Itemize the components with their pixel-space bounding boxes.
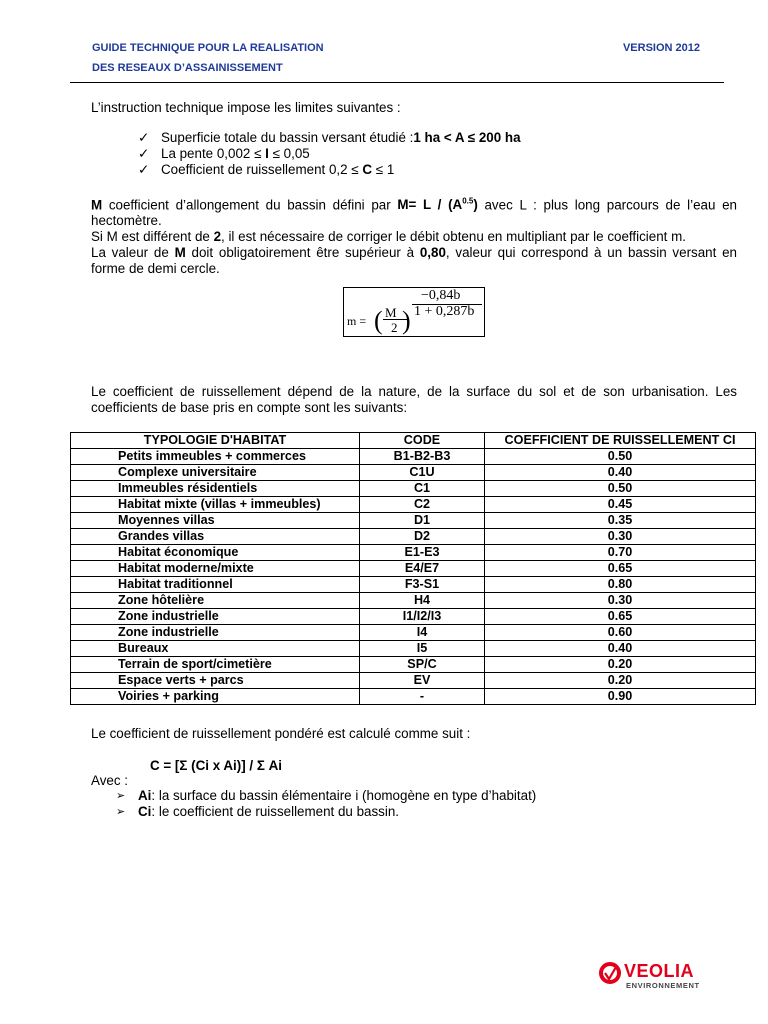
avec-label: Avec : <box>91 773 128 788</box>
limit-area: ✓ Superficie totale du bassin versant étudié :1 ha < A ≤ 200 ha <box>138 130 521 145</box>
header-divider <box>70 82 724 83</box>
table-row: Zone industrielle I1/I2/I3 0.65 <box>71 609 756 625</box>
checkmark-icon: ✓ <box>138 162 150 177</box>
table-row: Immeubles résidentiels C1 0.50 <box>71 481 756 497</box>
table-row: Habitat mixte (villas + immeubles) C2 0.45 <box>71 497 756 513</box>
table-row: Complexe universitaire C1U 0.40 <box>71 465 756 481</box>
header-version: VERSION 2012 <box>622 42 700 54</box>
runoff-coefficient-table <box>70 432 756 705</box>
table-row: Zone hôtelière H4 0.30 <box>71 593 756 609</box>
table-row: Terrain de sport/cimetière SP/C 0.20 <box>71 657 756 673</box>
runoff-intro: Le coefficient de ruissellement dépend de la nature, de la surface du sol et de son urbanisation. Les coefficients de base pris en compte sont les suivants: <box>91 384 737 415</box>
table-row: Habitat économique E1-E3 0.70 <box>71 545 756 561</box>
col-header-typology: TYPOLOGIE D'HABITAT <box>71 433 360 449</box>
table-row: Petits immeubles + commerces B1-B2-B3 0.50 <box>71 449 756 465</box>
table-row: Habitat moderne/mixte E4/E7 0.65 <box>71 561 756 577</box>
veolia-logo-icon <box>598 961 622 985</box>
checkmark-icon: ✓ <box>138 130 150 145</box>
definition-ai: ➢ Ai: la surface du bassin élémentaire i (homogène en type d’habitat) <box>116 788 537 803</box>
m-coefficient-paragraph <box>91 194 737 277</box>
intro-text: L’instruction technique impose les limites suivantes : <box>91 100 401 115</box>
weighted-intro: Le coefficient de ruissellement pondéré est calculé comme suit : <box>91 726 471 741</box>
veolia-logo-sub: ENVIRONNEMENT <box>626 981 700 990</box>
table-row: Moyennes villas D1 0.35 <box>71 513 756 529</box>
table-row: Habitat traditionnel F3-S1 0.80 <box>71 577 756 593</box>
m-correction-formula: m = ( M 2 ) −0,84b 1 + 0,287b <box>343 287 485 337</box>
definitions-list <box>116 788 536 820</box>
header-title-line1: GUIDE TECHNIQUE POUR LA REALISATION <box>92 42 324 54</box>
table-row: Grandes villas D2 0.30 <box>71 529 756 545</box>
limit-slope: ✓ La pente 0,002 ≤ I ≤ 0,05 <box>138 146 310 161</box>
m-correction: Si M est différent de 2, il est nécessaire de corriger le débit obtenu en multipliant par le coefficient m. <box>91 229 686 245</box>
table-row: Espace verts + parcs EV 0.20 <box>71 673 756 689</box>
table-row: Zone industrielle I4 0.60 <box>71 625 756 641</box>
m-minimum: La valeur de M doit obligatoirement être supérieur à 0,80, valeur qui correspond à un bassin versant en forme de demi cercle. <box>91 245 737 277</box>
veolia-logo <box>598 960 722 994</box>
limits-list <box>138 130 521 178</box>
header-title-line2: DES RESEAUX D’ASSAINISSEMENT <box>92 62 283 74</box>
col-header-coefficient: COEFFICIENT DE RUISSELLEMENT CI <box>485 433 756 449</box>
definition-ci: ➢ Ci: le coefficient de ruissellement du bassin. <box>116 804 400 819</box>
limit-coefficient: ✓ Coefficient de ruissellement 0,2 ≤ C ≤ 1 <box>138 162 395 177</box>
weighted-formula: C = [Σ (Ci x Ai)] / Σ Ai <box>150 758 283 773</box>
checkmark-icon: ✓ <box>138 146 150 161</box>
veolia-logo-name: VEOLIA <box>624 961 695 981</box>
arrow-bullet-icon: ➢ <box>116 806 126 818</box>
col-header-code: CODE <box>360 433 485 449</box>
table-row: Voiries + parking - 0.90 <box>71 689 756 705</box>
table-header-row <box>71 433 756 449</box>
table-row: Bureaux I5 0.40 <box>71 641 756 657</box>
m-definition: M coefficient d’allongement du bassin défini par $M= L / (A^{0.5})$ avec L : plus long parcours de l’eau en hectomètre. <box>91 197 737 229</box>
arrow-bullet-icon: ➢ <box>116 790 126 802</box>
